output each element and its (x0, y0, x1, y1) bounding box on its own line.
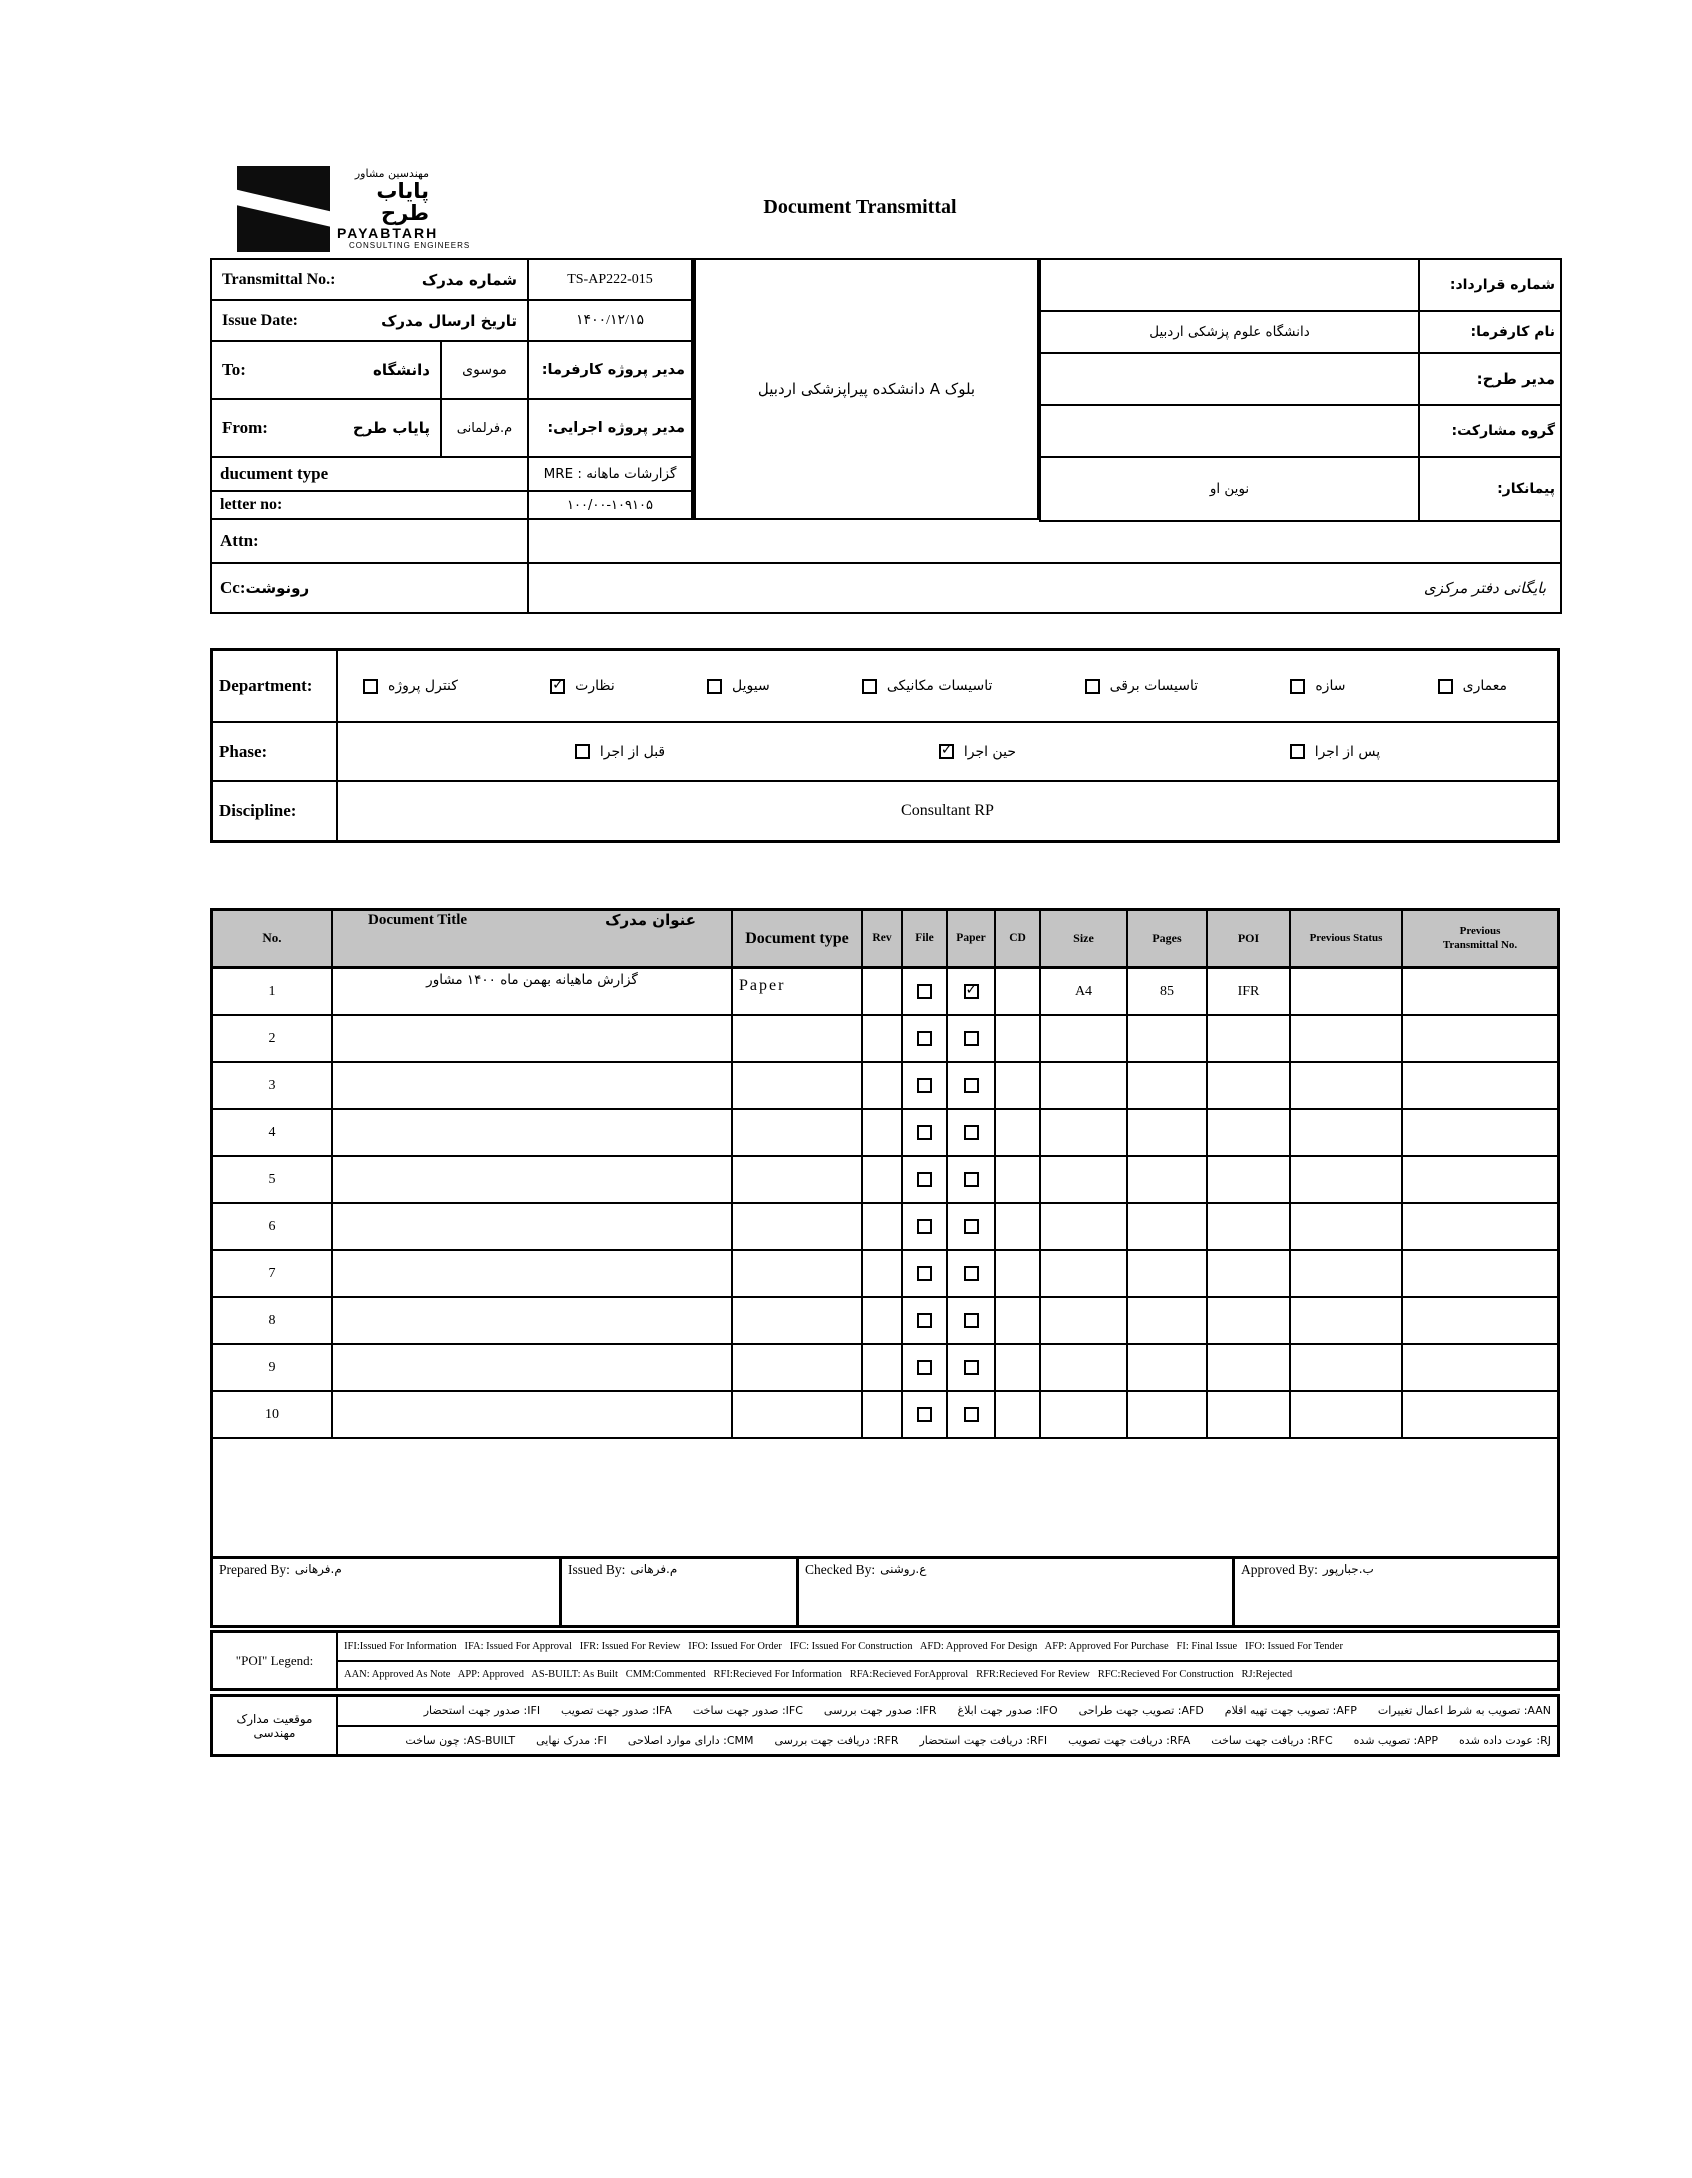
phase-option-label: حین اجرا (963, 743, 1016, 760)
phase-options (338, 723, 1557, 780)
checked-by-label: Checked By: (805, 1562, 876, 1577)
to-cell (210, 340, 442, 400)
rev-cell (863, 1251, 903, 1296)
size-cell (1041, 1063, 1128, 1108)
document-title-cell (333, 1110, 733, 1155)
department-option-label: سیویل (731, 678, 770, 694)
poi-cell (1208, 1392, 1291, 1437)
previous-status-cell (1291, 1204, 1403, 1249)
department-checkbox[interactable] (550, 679, 565, 694)
discipline-value: Consultant RP (901, 802, 994, 819)
file-cell (903, 1157, 948, 1202)
project-name-cell: بلوک A دانشکده پیراپزشکی اردبیل (691, 258, 1041, 520)
document-type-label: ducument type (220, 464, 329, 483)
table-row (213, 1298, 1557, 1345)
poi-legend-line-1: IFI:Issued For Information IFA: Issued For Approval IFR: Issued For Review IFO: Issued For Order IFC: Issued For Construction AFD: Approved For Design AFP: Approved For Purchase FI: Final Issue IFO: Issued For Tender (338, 1633, 1557, 1662)
poi-cell (1208, 1204, 1291, 1249)
poi-legend-label: "POI" Legend: (213, 1633, 338, 1688)
paper-cell (948, 1110, 996, 1155)
documents-table-body (213, 969, 1557, 1439)
from-value: پایاب طرح (352, 419, 430, 437)
prepared-by-label: Prepared By: (219, 1562, 290, 1577)
document-type-cell (733, 1345, 863, 1390)
paper-cell (948, 969, 996, 1014)
table-row (213, 969, 1557, 1016)
company-logo (237, 166, 330, 252)
document-title-cell (333, 1345, 733, 1390)
cd-cell (996, 1063, 1041, 1108)
to-value: دانشگاه (373, 361, 430, 379)
partnership-group-value (1039, 404, 1420, 458)
department-option (550, 678, 615, 694)
logo-latin-subtitle: CONSULTING ENGINEERS (349, 241, 471, 251)
previous-status-cell (1291, 1298, 1403, 1343)
phase-option (1290, 744, 1380, 760)
client-name-label: نام کارفرما: (1418, 310, 1562, 354)
document-title-cell (333, 1251, 733, 1296)
design-manager-value (1039, 352, 1420, 406)
department-checkbox[interactable] (1290, 679, 1305, 694)
phase-checkbox[interactable] (939, 744, 954, 759)
document-type-cell (733, 1298, 863, 1343)
issued-by-name: م.فرهانی (630, 1562, 678, 1576)
letter-no-label: letter no: (220, 496, 283, 513)
pages-cell (1128, 1110, 1208, 1155)
phase-label: Phase: (213, 723, 338, 780)
table-row (213, 1345, 1557, 1392)
document-type-cell (733, 1204, 863, 1249)
cd-cell (996, 1204, 1041, 1249)
contract-no-value (1039, 258, 1420, 312)
from-label: From: (222, 418, 268, 437)
cd-cell (996, 1157, 1041, 1202)
previous-status-cell (1291, 1157, 1403, 1202)
header-no: No. (213, 911, 333, 966)
header-title (333, 911, 733, 966)
logo-latin-name: PAYABTARH (337, 224, 439, 241)
header-cd: CD (996, 911, 1041, 966)
cd-cell (996, 1016, 1041, 1061)
letter-no-label-cell (210, 490, 529, 520)
document-type-value: گزارشات ماهانه : MRE (527, 456, 693, 492)
document-title-cell (333, 1392, 733, 1437)
department-label: Department: (213, 651, 338, 721)
paper-cell (948, 1251, 996, 1296)
poi-cell (1208, 1063, 1291, 1108)
rev-cell (863, 1204, 903, 1249)
issued-by-label: Issued By: (568, 1562, 626, 1577)
previous-transmittal-cell (1403, 1345, 1557, 1390)
paper-checkbox[interactable] (964, 1266, 979, 1281)
table-row (213, 1204, 1557, 1251)
department-option (862, 678, 993, 694)
logo-persian-name: پایاب طرح (376, 178, 429, 225)
paper-checkbox[interactable] (964, 1360, 979, 1375)
row-number-cell: 9 (213, 1345, 333, 1390)
department-option-label: نظارت (575, 678, 615, 694)
header-size: Size (1041, 911, 1128, 966)
company-logo-text (337, 168, 507, 251)
previous-transmittal-cell (1403, 1063, 1557, 1108)
paper-cell (948, 1016, 996, 1061)
poi-cell (1208, 1016, 1291, 1061)
pages-cell (1128, 1063, 1208, 1108)
department-option-label: سازه (1315, 678, 1346, 694)
contractor-value: نوین او (1039, 456, 1420, 522)
client-name-value: دانشگاه علوم پزشکی اردبیل (1039, 310, 1420, 354)
row-number-cell: 4 (213, 1110, 333, 1155)
file-cell (903, 1251, 948, 1296)
cd-cell (996, 1251, 1041, 1296)
document-status-legend (210, 1694, 1560, 1757)
row-number-cell: 8 (213, 1298, 333, 1343)
document-type-cell: Paper (733, 969, 863, 1014)
checked-by-name: ع.روشنی (880, 1562, 927, 1576)
letter-no-value: ۱۰۰/۰۰-۱۰۹۱۰۵ (527, 490, 693, 520)
phase-option-label: پس از اجرا (1314, 743, 1381, 760)
rev-cell (863, 1345, 903, 1390)
department-option-label: کنترل پروژه (388, 678, 458, 694)
size-cell (1041, 1251, 1128, 1296)
contract-no-label: شماره قرارداد: (1418, 258, 1562, 312)
rev-cell (863, 1110, 903, 1155)
discipline-cell (338, 782, 1557, 840)
size-cell (1041, 1392, 1128, 1437)
row-number-cell: 10 (213, 1392, 333, 1437)
discipline-label: Discipline: (213, 782, 338, 840)
document-type-cell (733, 1110, 863, 1155)
rev-cell (863, 1157, 903, 1202)
document-title-cell (333, 1016, 733, 1061)
size-cell: A4 (1041, 969, 1128, 1014)
from-person: م.فرلمانی (440, 398, 529, 458)
poi-legend-lines (338, 1633, 1557, 1688)
paper-cell (948, 1298, 996, 1343)
poi-cell (1208, 1298, 1291, 1343)
from-cell (210, 398, 442, 458)
cd-cell (996, 969, 1041, 1014)
previous-status-cell (1291, 1345, 1403, 1390)
document-type-cell (733, 1157, 863, 1202)
department-checkbox[interactable] (1085, 679, 1100, 694)
to-label: To: (222, 360, 246, 379)
file-checkbox[interactable] (917, 984, 932, 999)
file-cell (903, 1110, 948, 1155)
poi-cell (1208, 1157, 1291, 1202)
transmittal-no-label-en: Transmittal No.: (222, 270, 336, 288)
header-previous-transmittal: Previous Transmittal No. (1442, 924, 1518, 951)
size-cell (1041, 1016, 1128, 1061)
department-row (213, 651, 1557, 723)
logo-persian-tagline: مهندسین مشاور (354, 167, 429, 180)
issue-date-label-fa: تاریخ ارسال مدرک (381, 311, 517, 330)
size-cell (1041, 1110, 1128, 1155)
transmittal-no-value: TS-AP222-015 (527, 258, 693, 301)
row-number-cell: 6 (213, 1204, 333, 1249)
previous-status-cell (1291, 969, 1403, 1014)
row-number-cell: 2 (213, 1016, 333, 1061)
paper-cell (948, 1063, 996, 1108)
cd-cell (996, 1345, 1041, 1390)
paper-checkbox[interactable] (964, 1313, 979, 1328)
department-option (1290, 678, 1345, 694)
documents-table (210, 908, 1560, 1628)
poi-cell: IFR (1208, 969, 1291, 1014)
pages-cell (1128, 1251, 1208, 1296)
document-status-legend-label: موقعیت مدارک مهندسی (213, 1697, 338, 1754)
paper-checkbox[interactable] (964, 1031, 979, 1046)
document-title-cell (333, 1157, 733, 1202)
table-row (213, 1063, 1557, 1110)
department-checkbox[interactable] (707, 679, 722, 694)
department-option (707, 678, 770, 694)
header-pages: Pages (1128, 911, 1208, 966)
transmittal-no-label-cell (210, 258, 529, 301)
attn-value (527, 518, 1562, 564)
file-cell (903, 1016, 948, 1061)
document-status-legend-line-1: AAN: تصویب به شرط اعمال تغییرات AFP: تصویب جهت تهیه اقلام AFD: تصویب جهت طراحی IFO: صدور جهت ابلاغ IFR: صدور جهت بررسی IFC: صدور جهت ساخت IFA: صدور جهت تصویب IFI: صدور جهت استحضار (338, 1697, 1557, 1727)
header-file: File (903, 911, 948, 966)
transmittal-info-table (210, 258, 1562, 614)
paper-checkbox[interactable] (964, 1125, 979, 1140)
size-cell (1041, 1345, 1128, 1390)
issue-date-value: ۱۴۰۰/۱۲/۱۵ (527, 299, 693, 342)
pages-cell (1128, 1345, 1208, 1390)
table-row (213, 1251, 1557, 1298)
paper-checkbox[interactable] (964, 1078, 979, 1093)
classification-table (210, 648, 1560, 843)
page-title: Document Transmittal (763, 196, 957, 218)
header-previous-status: Previous Status (1291, 911, 1403, 966)
row-number-cell: 1 (213, 969, 333, 1014)
file-cell (903, 1063, 948, 1108)
approved-by-name: ب.جبارپور (1322, 1562, 1374, 1576)
phase-checkbox[interactable] (575, 744, 590, 759)
previous-status-cell (1291, 1251, 1403, 1296)
row-number-cell: 7 (213, 1251, 333, 1296)
document-title-cell (333, 1063, 733, 1108)
file-checkbox[interactable] (917, 1266, 932, 1281)
header-title-fa: عنوان مدرک (605, 911, 696, 929)
pages-cell (1128, 1157, 1208, 1202)
paper-cell (948, 1157, 996, 1202)
previous-transmittal-cell (1403, 1016, 1557, 1061)
cd-cell (996, 1110, 1041, 1155)
cd-cell (996, 1392, 1041, 1437)
table-row (213, 1392, 1557, 1439)
document-type-cell (733, 1016, 863, 1061)
size-cell (1041, 1298, 1128, 1343)
phase-option-label: قبل از اجرا (599, 743, 666, 760)
document-type-label-cell (210, 456, 529, 492)
documents-table-header (213, 911, 1557, 969)
file-cell (903, 969, 948, 1014)
checked-by-cell (799, 1559, 1235, 1625)
phase-row (213, 723, 1557, 782)
previous-status-cell (1291, 1063, 1403, 1108)
file-cell (903, 1345, 948, 1390)
department-options (338, 651, 1557, 721)
department-checkbox[interactable] (363, 679, 378, 694)
approved-by-cell (1235, 1559, 1557, 1625)
previous-status-cell (1291, 1016, 1403, 1061)
signatures-row (213, 1559, 1557, 1625)
previous-status-cell (1291, 1392, 1403, 1437)
department-checkbox[interactable] (862, 679, 877, 694)
prepared-by-name: م.فرهانی (294, 1562, 342, 1576)
previous-transmittal-cell (1403, 1298, 1557, 1343)
paper-cell (948, 1392, 996, 1437)
pages-cell (1128, 1204, 1208, 1249)
paper-cell (948, 1345, 996, 1390)
poi-cell (1208, 1345, 1291, 1390)
pages-cell (1128, 1392, 1208, 1437)
rev-cell (863, 1392, 903, 1437)
paper-checkbox[interactable] (964, 984, 979, 999)
cc-label-cell (210, 562, 529, 614)
pages-cell: 85 (1128, 969, 1208, 1014)
pages-cell (1128, 1016, 1208, 1061)
file-checkbox[interactable] (917, 1313, 932, 1328)
row-number-cell: 5 (213, 1157, 333, 1202)
contractor-label: پیمانکار: (1418, 456, 1562, 522)
size-cell (1041, 1204, 1128, 1249)
header-poi: POI (1208, 911, 1291, 966)
cd-cell (996, 1298, 1041, 1343)
paper-cell (948, 1204, 996, 1249)
prepared-by-cell (213, 1559, 562, 1625)
file-checkbox[interactable] (917, 1360, 932, 1375)
row-number-cell: 3 (213, 1063, 333, 1108)
department-option-label: معماری (1462, 678, 1507, 694)
poi-cell (1208, 1251, 1291, 1296)
transmittal-no-label-fa: شماره مدرک (421, 270, 517, 289)
rev-cell (863, 1016, 903, 1061)
paper-checkbox[interactable] (964, 1172, 979, 1187)
file-checkbox[interactable] (917, 1031, 932, 1046)
approved-by-label: Approved By: (1241, 1562, 1318, 1577)
paper-checkbox[interactable] (964, 1219, 979, 1234)
header-doc-type: Document type (733, 911, 863, 966)
size-cell (1041, 1157, 1128, 1202)
to-person: موسوی (440, 340, 529, 400)
file-checkbox[interactable] (917, 1219, 932, 1234)
file-checkbox[interactable] (917, 1125, 932, 1140)
file-cell (903, 1298, 948, 1343)
attn-label-cell (210, 518, 529, 564)
document-title-cell: گزارش ماهیانه بهمن ماه ۱۴۰۰ مشاور (333, 969, 733, 1014)
rev-cell (863, 1063, 903, 1108)
cc-value: بایگانی دفتر مرکزی (527, 562, 1562, 614)
previous-status-cell (1291, 1110, 1403, 1155)
document-title-cell (333, 1204, 733, 1249)
cc-label-en: Cc: (220, 578, 246, 597)
table-row (213, 1110, 1557, 1157)
poi-legend (210, 1630, 1560, 1691)
previous-transmittal-cell (1403, 1392, 1557, 1437)
design-manager-label: مدیر طرح: (1418, 352, 1562, 406)
issue-date-label-cell (210, 299, 529, 342)
department-option (363, 678, 458, 694)
documents-table-blank-area (213, 1439, 1557, 1559)
partnership-group-label: گروه مشارکت: (1418, 404, 1562, 458)
previous-transmittal-cell (1403, 1110, 1557, 1155)
table-row (213, 1016, 1557, 1063)
issue-date-label-en: Issue Date: (222, 311, 298, 329)
poi-legend-line-2: AAN: Approved As Note APP: Approved AS-BUILT: As Built CMM:Commented RFI:Recieved For Information RFA:Recieved ForApproval RFR:Recieved For Review RFC:Recieved For Construction RJ:Rejected (344, 1669, 1293, 1681)
department-option (1438, 678, 1507, 694)
document-type-cell (733, 1063, 863, 1108)
rev-cell (863, 1298, 903, 1343)
from-role-label: مدیر پروژه اجرایی: (527, 398, 693, 458)
cc-label-fa: رونوشت (245, 579, 310, 597)
phase-option (939, 744, 1016, 760)
file-checkbox[interactable] (917, 1407, 932, 1422)
file-checkbox[interactable] (917, 1078, 932, 1093)
discipline-row (213, 782, 1557, 840)
document-type-cell (733, 1392, 863, 1437)
previous-transmittal-cell (1403, 1157, 1557, 1202)
document-title-cell (333, 1298, 733, 1343)
department-checkbox[interactable] (1438, 679, 1453, 694)
previous-transmittal-cell (1403, 1251, 1557, 1296)
phase-checkbox[interactable] (1290, 744, 1305, 759)
header-title-en: Document Title (368, 912, 468, 928)
department-option (1085, 678, 1198, 694)
issued-by-cell (562, 1559, 799, 1625)
attn-label: Attn: (220, 531, 259, 550)
file-cell (903, 1204, 948, 1249)
header-paper: Paper (948, 911, 996, 966)
department-option-label: تاسیسات مکانیکی (886, 678, 993, 694)
header-rev: Rev (863, 911, 903, 966)
to-role-label: مدیر پروژه کارفرما: (527, 340, 693, 400)
phase-option (575, 744, 665, 760)
document-status-legend-line-2: RJ: عودت داده شده APP: تصویب شده RFC: دریافت جهت ساخت RFA: دریافت جهت تصویب RFI: دریافت جهت استحضار RFR: دریافت جهت بررسی CMM: دارای موارد اصلاحی FI: مدرک نهایی AS-BUILT: چون ساخت (405, 1733, 1551, 1747)
document-status-legend-lines (338, 1697, 1557, 1754)
rev-cell (863, 969, 903, 1014)
paper-checkbox[interactable] (964, 1407, 979, 1422)
previous-transmittal-cell (1403, 969, 1557, 1014)
file-checkbox[interactable] (917, 1172, 932, 1187)
pages-cell (1128, 1298, 1208, 1343)
logo-swoosh-icon (237, 187, 330, 231)
file-cell (903, 1392, 948, 1437)
document-type-cell (733, 1251, 863, 1296)
table-row (213, 1157, 1557, 1204)
previous-transmittal-cell (1403, 1204, 1557, 1249)
poi-cell (1208, 1110, 1291, 1155)
department-option-label: تاسیسات برقی (1109, 678, 1199, 694)
